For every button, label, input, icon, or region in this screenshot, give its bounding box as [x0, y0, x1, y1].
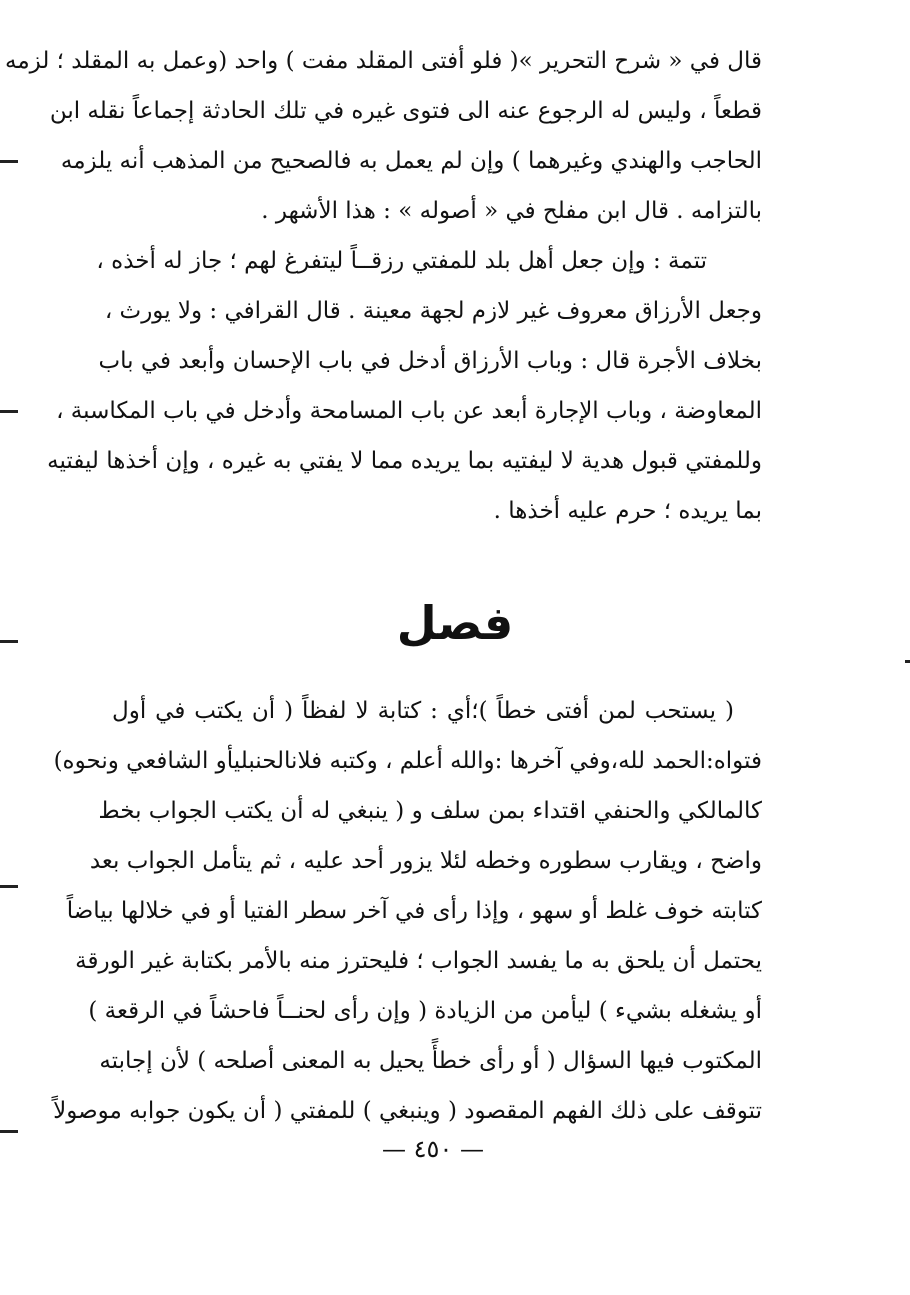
text-line: بالتزامه . قال ابن مفلح في « أصوله » : هذا الأشهر .	[261, 198, 762, 224]
section-heading: فصل	[396, 596, 514, 650]
paragraph-1	[5, 36, 762, 236]
text-line: ( يستحب لمن أفتى خطاً )؛أي : كتابة لا لفظاً ( أن يكتب في أول	[112, 698, 734, 724]
text-line: كتابته خوف غلط أو سهو ، وإذا رأى في آخر سطر الفتيا أو في خلالها بياضاً	[66, 898, 762, 924]
page-number: — ٤٥٠ —	[382, 1135, 484, 1163]
paragraph-3	[53, 686, 762, 1136]
text-line: المكتوب فيها السؤال ( أو رأى خطأً يحيل به المعنى أصلحه ) لأن إجابته	[99, 1048, 762, 1074]
text-line: بما يريده ؛ حرم عليه أخذها .	[493, 498, 762, 524]
text-line: أو يشغله بشيء ) ليأمن من الزيادة ( وإن رأى لحنــاً فاحشاً في الرقعة )	[88, 998, 762, 1024]
text-line: كالمالكي والحنفي اقتداء بمن سلف و ( ينبغي له أن يكتب الجواب بخط	[98, 798, 762, 824]
paragraph-2	[47, 236, 762, 536]
text-line: تتوقف على ذلك الفهم المقصود ( وينبغي ) للمفتي ( أن يكون جوابه موصولاً	[53, 1098, 762, 1124]
text-line: واضح ، ويقارب سطوره وخطه لئلا يزور أحد عليه ، ثم يتأمل الجواب بعد	[89, 848, 762, 874]
margin-mark	[0, 1130, 18, 1133]
margin-mark	[0, 410, 18, 413]
text-line: الحاجب والهندي وغيرهما ) وإن لم يعمل به فالصحيح من المذهب أنه يلزمه	[60, 148, 762, 174]
text-line: فتواه:الحمد لله،وفي آخرها :والله أعلم ، وكتبه فلانالحنبليأو الشافعي ونحوه)	[53, 748, 762, 774]
margin-mark	[0, 160, 18, 163]
text-line: يحتمل أن يلحق به ما يفسد الجواب ؛ فليحترز منه بالأمر بكتابة غير الورقة	[75, 948, 762, 974]
text-line: وجعل الأرزاق معروف غير لازم لجهة معينة . قال القرافي : ولا يورث ،	[104, 298, 762, 324]
text-line: قطعاً ، وليس له الرجوع عنه الى فتوى غيره في تلك الحادثة إجماعاً نقله ابن	[49, 98, 762, 124]
text-line: بخلاف الأجرة قال : وباب الأرزاق أدخل في باب الإحسان وأبعد في باب	[98, 348, 762, 374]
margin-mark	[0, 885, 18, 888]
text-line: وللمفتي قبول هدية لا ليفتيه بما يريده مما لا يفتي به غيره ، وإن أخذها ليفتيه	[47, 448, 762, 474]
text-line: قال في « شرح التحرير »( فلو أفتى المقلد مفت ) واحد (وعمل به المقلد ؛ لزمه	[5, 48, 762, 74]
text-line: تتمة : وإن جعل أهل بلد للمفتي رزقــاً ليتفرغ لهم ؛ جاز له أخذه ،	[96, 248, 707, 274]
text-line: المعاوضة ، وباب الإجارة أبعد عن باب المسامحة وأدخل في باب المكاسبة ،	[56, 398, 762, 424]
margin-mark	[905, 660, 910, 663]
